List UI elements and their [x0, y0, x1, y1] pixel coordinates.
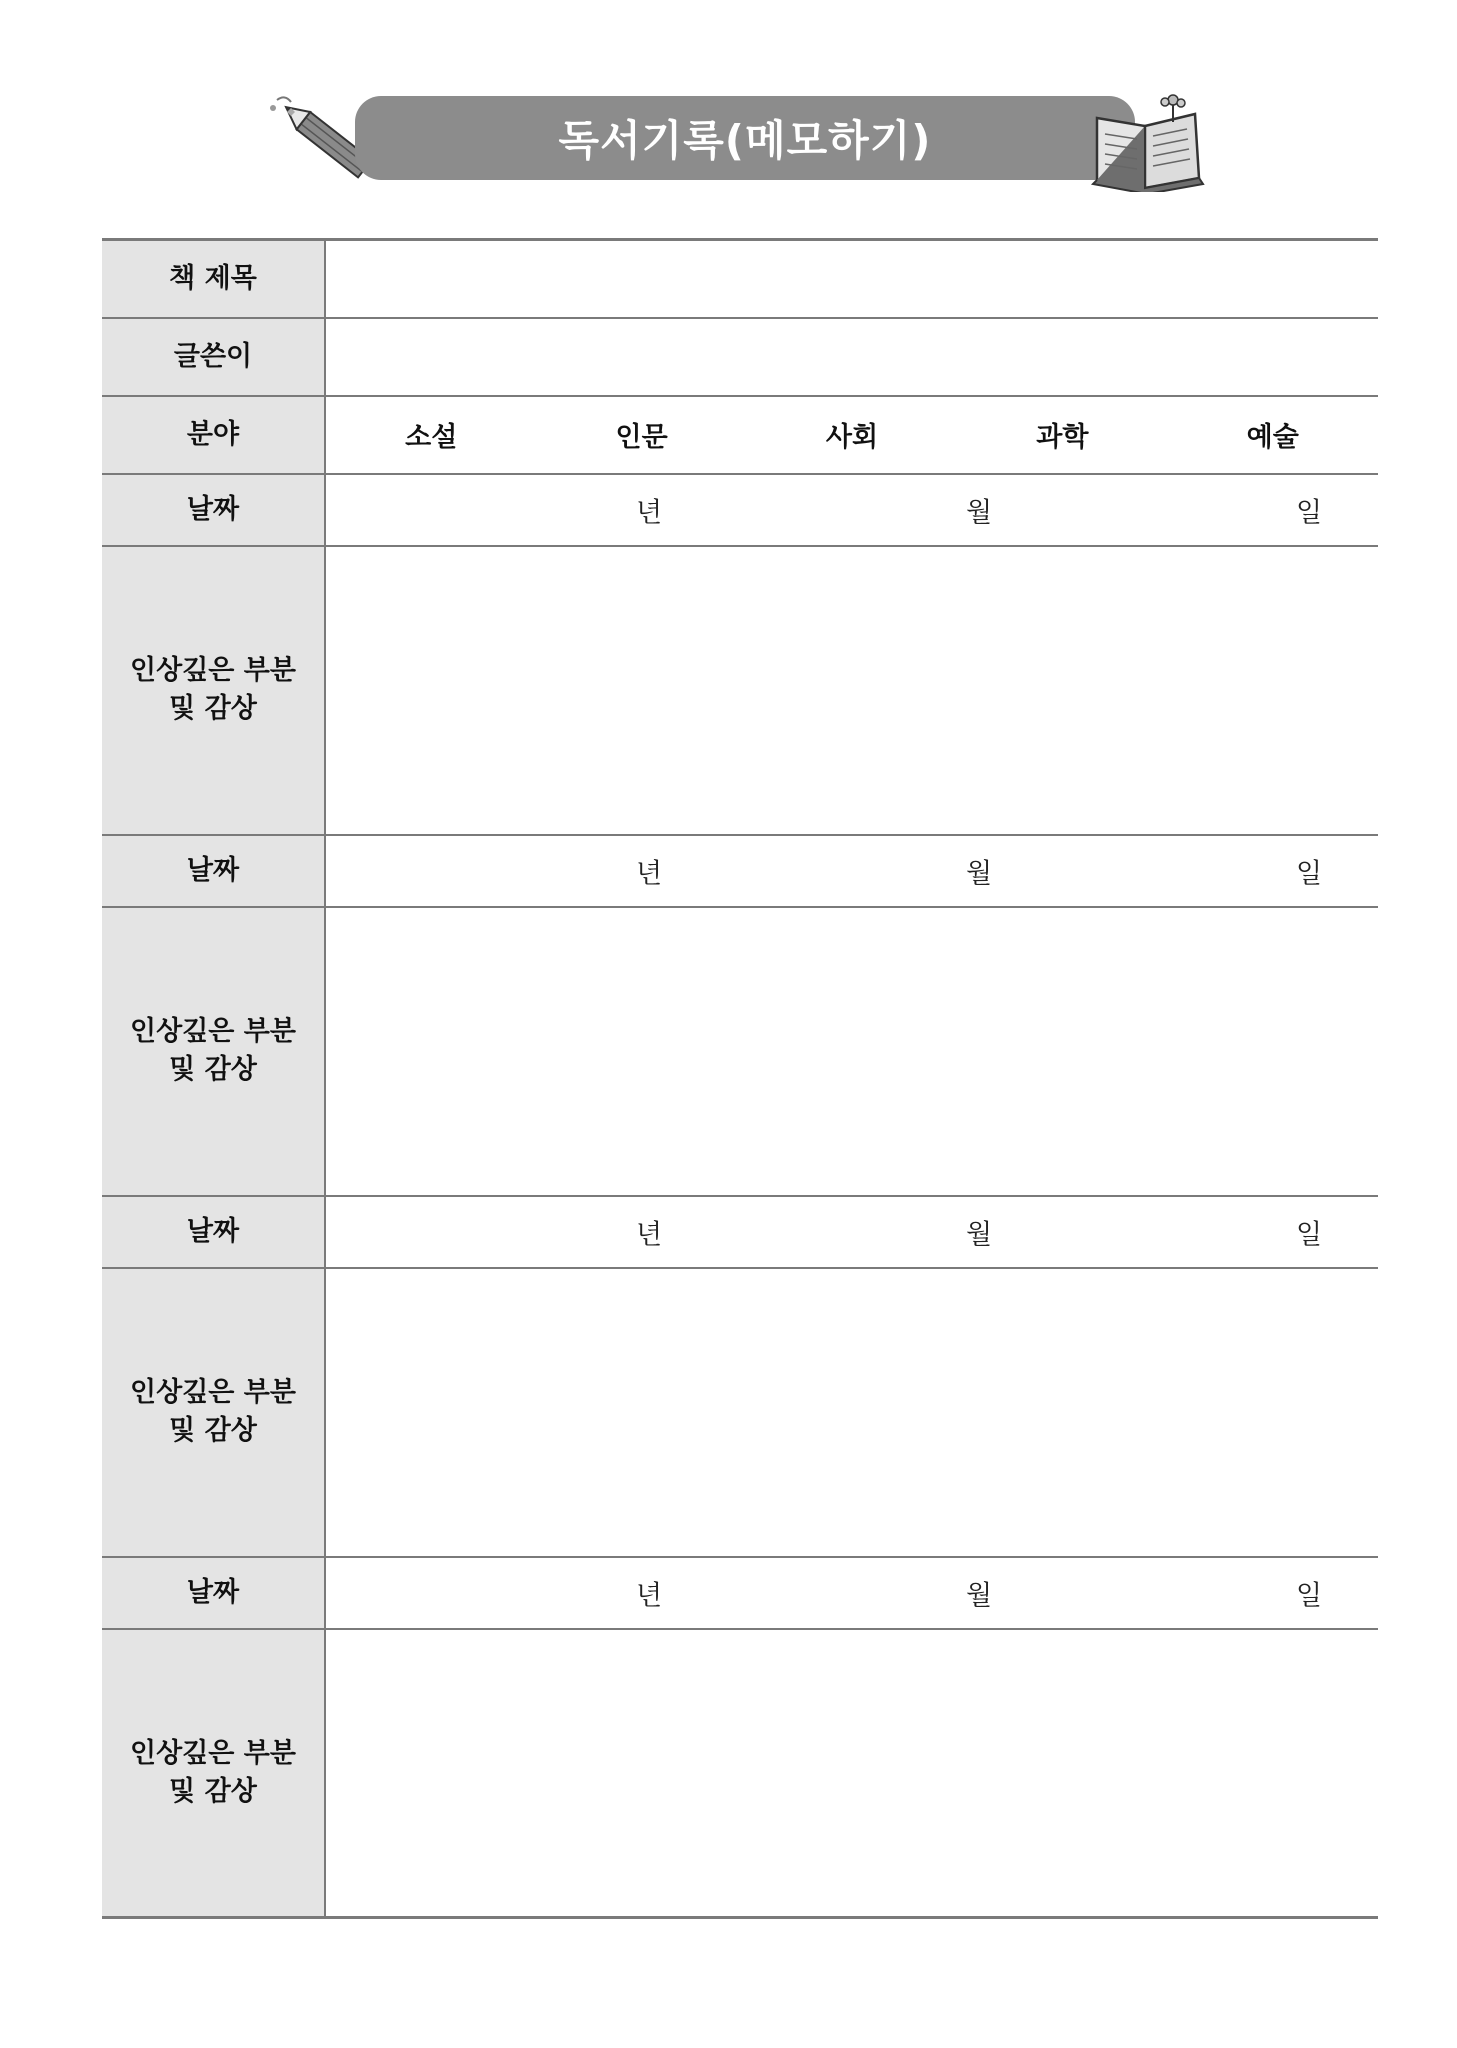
- memo-label: [102, 1629, 325, 1918]
- memo-field[interactable]: [325, 1268, 1378, 1557]
- year-unit: 년: [636, 497, 663, 528]
- memo-row: [102, 907, 1378, 1196]
- page-title: 독서기록(메모하기): [558, 116, 932, 165]
- category-option-novel[interactable]: 소설: [405, 422, 458, 453]
- day-unit: 일: [1296, 1219, 1323, 1250]
- date-label: 날짜: [102, 835, 325, 907]
- memo-label-line1: 인상깊은 부분: [130, 1016, 296, 1047]
- category-option-humanities[interactable]: 인문: [615, 422, 668, 453]
- memo-label-line1: 인상깊은 부분: [130, 655, 296, 686]
- day-unit: 일: [1296, 497, 1323, 528]
- category-option-science[interactable]: 과학: [1036, 422, 1089, 453]
- month-unit: 월: [966, 497, 993, 528]
- date-field[interactable]: [325, 474, 1378, 546]
- category-row: [102, 396, 1378, 474]
- author-label: 글쓴이: [102, 318, 325, 396]
- date-field[interactable]: [325, 1557, 1378, 1629]
- memo-label-line2: 및 감상: [169, 693, 257, 724]
- year-unit: 년: [636, 1219, 663, 1250]
- date-row: [102, 474, 1378, 546]
- memo-field[interactable]: [325, 907, 1378, 1196]
- memo-label-line1: 인상깊은 부분: [130, 1737, 296, 1769]
- title-bar: [355, 96, 1135, 180]
- category-option-art[interactable]: 예술: [1246, 422, 1299, 453]
- year-unit: 년: [636, 1580, 663, 1611]
- memo-row: [102, 1629, 1378, 1918]
- memo-label-line2: 및 감상: [169, 1775, 257, 1807]
- open-book-icon: [1087, 88, 1207, 192]
- date-row: [102, 1196, 1378, 1268]
- memo-row: [102, 546, 1378, 835]
- month-unit: 월: [966, 1580, 993, 1611]
- memo-row: [102, 1268, 1378, 1557]
- date-row: [102, 835, 1378, 907]
- month-unit: 월: [966, 1219, 993, 1250]
- day-unit: 일: [1296, 858, 1323, 889]
- month-unit: 월: [966, 858, 993, 889]
- date-row: [102, 1557, 1378, 1629]
- category-option-society[interactable]: 사회: [825, 422, 879, 453]
- day-unit: 일: [1296, 1580, 1323, 1611]
- memo-label: [102, 907, 325, 1196]
- reading-record-table: [102, 238, 1378, 1919]
- date-field[interactable]: [325, 1196, 1378, 1268]
- book-title-field[interactable]: [325, 240, 1378, 318]
- date-field[interactable]: [325, 835, 1378, 907]
- author-row: [102, 318, 1378, 396]
- date-label: 날짜: [102, 474, 325, 546]
- memo-label-line2: 및 감상: [169, 1415, 257, 1446]
- memo-field[interactable]: [325, 1629, 1378, 1918]
- category-label: 분야: [102, 396, 325, 474]
- date-label: 날짜: [102, 1557, 325, 1629]
- category-options: [325, 396, 1378, 474]
- memo-label: [102, 546, 325, 835]
- memo-field[interactable]: [325, 546, 1378, 835]
- author-field[interactable]: [325, 318, 1378, 396]
- year-unit: 년: [636, 858, 663, 889]
- book-title-row: [102, 240, 1378, 318]
- date-label: 날짜: [102, 1196, 325, 1268]
- book-title-label: 책 제목: [102, 240, 325, 318]
- memo-label-line2: 및 감상: [169, 1054, 257, 1085]
- memo-label: [102, 1268, 325, 1557]
- title-banner: [265, 94, 1145, 184]
- memo-label-line1: 인상깊은 부분: [130, 1377, 296, 1408]
